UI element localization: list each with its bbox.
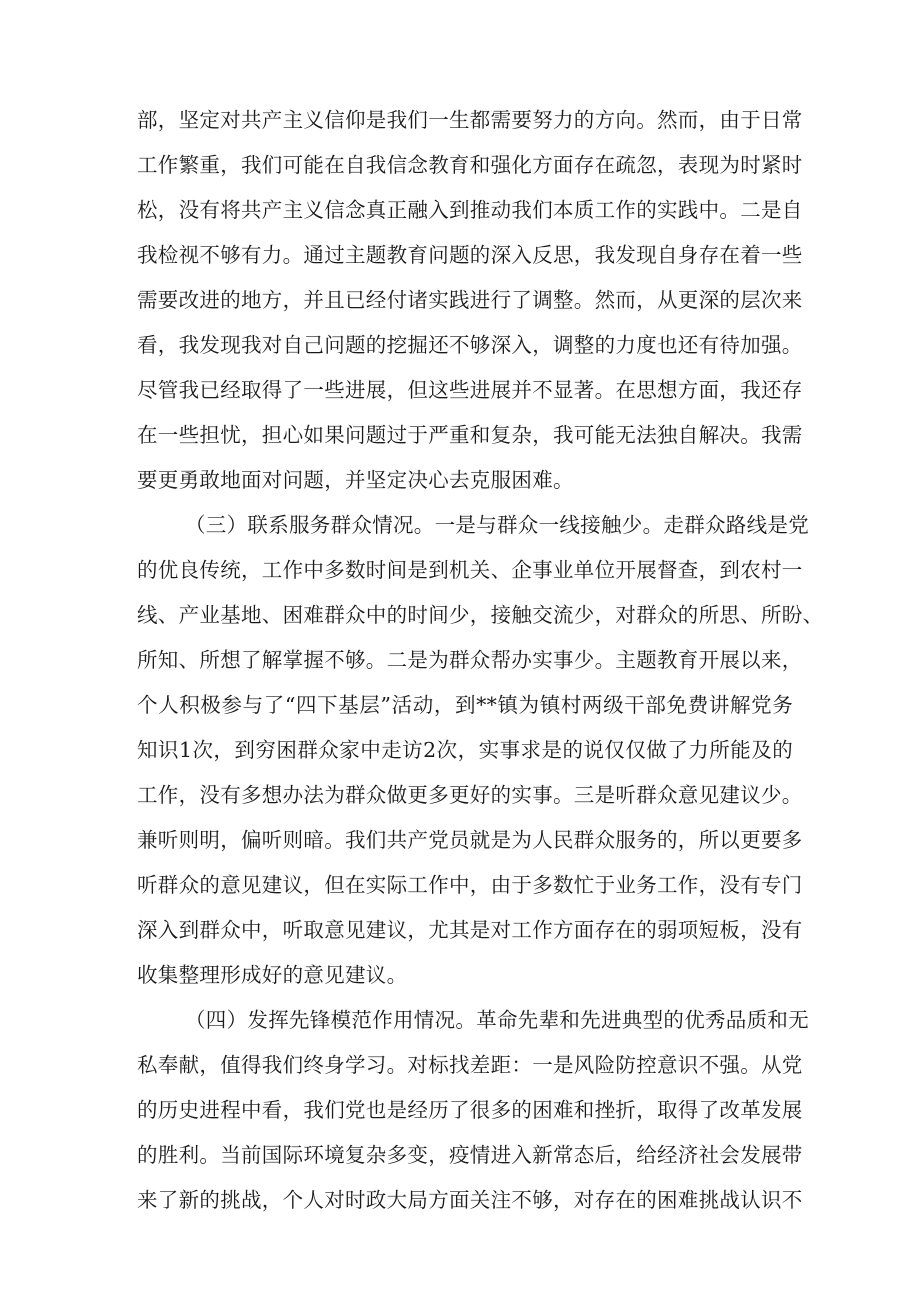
paragraph-vanguard-role [137,998,809,1223]
document-body [137,98,824,1223]
text-line: 线、产业基地、困难群众中的时间少，接触交流少，对群众的所思、所盼、 [137,603,824,627]
text-line: 在一些担忧，担心如果问题过于严重和复杂，我可能无法独自解决。我需 [137,423,803,447]
text-line: 的历史进程中看，我们党也是经历了很多的困难和挫折，取得了改革发展 [137,1098,803,1122]
text-line: 兼听则明，偏听则暗。我们共产党员就是为人民群众服务的，所以更要多 [137,828,803,852]
text-line: 需要改进的地方，并且已经付诸实践进行了调整。然而，从更深的层次来 [137,288,803,312]
text-line: 听群众的意见建议，但在实际工作中，由于多数忙于业务工作，没有专门 [137,873,803,897]
text-line: 要更勇敢地面对问题，并坚定决心去克服困难。 [137,468,574,492]
text-line: 工作繁重，我们可能在自我信念教育和强化方面存在疏忽，表现为时紧时 [137,153,803,177]
text-line: 私奉献，值得我们终身学习。对标找差距：一是风险防控意识不强。从党 [137,1053,803,1077]
text-line: 看，我发现我对自己问题的挖掘还不够深入，调整的力度也还有待加强。 [137,333,803,357]
paragraph-serving-masses [137,503,824,998]
text-line: 工作，没有多想办法为群众做更多更好的实事。三是听群众意见建议少。 [137,783,803,807]
text-line: 的优良传统，工作中多数时间是到机关、企事业单位开展督查，到农村一 [137,558,803,582]
text-line: 深入到群众中，听取意见建议，尤其是对工作方面存在的弱项短板，没有 [137,918,803,942]
text-line: 收集整理形成好的意见建议。 [137,963,408,987]
text-line: 知识1次，到穷困群众家中走访2次，实事求是的说仅仅做了力所能及的 [137,738,793,762]
text-line: 尽管我已经取得了一些进展，但这些进展并不显著。在思想方面，我还存 [137,378,803,402]
section-heading-line: （三）联系服务群众情况。一是与群众一线接触少。走群众路线是党 [185,513,809,537]
text-line: 松，没有将共产主义信念真正融入到推动我们本质工作的实践中。二是自 [137,198,803,222]
text-line: 个人积极参与了“四下基层”活动，到**镇为镇村两级干部免费讲解党务 [137,693,793,717]
section-heading-line: （四）发挥先锋模范作用情况。革命先辈和先进典型的优秀品质和无 [185,1008,809,1032]
text-line: 的胜利。当前国际环境复杂多变，疫情进入新常态后，给经济社会发展带 [137,1143,803,1167]
paragraph-ideology [137,98,803,503]
text-line: 所知、所想了解掌握不够。二是为群众帮办实事少。主题教育开展以来， [137,648,803,672]
text-line: 来了新的挑战，个人对时政大局方面关注不够，对存在的困难挑战认识不 [137,1188,803,1212]
text-line: 我检视不够有力。通过主题教育问题的深入反思，我发现自身存在着一些 [137,243,803,267]
text-line: 部，坚定对共产主义信仰是我们一生都需要努力的方向。然而，由于日常 [137,108,803,132]
